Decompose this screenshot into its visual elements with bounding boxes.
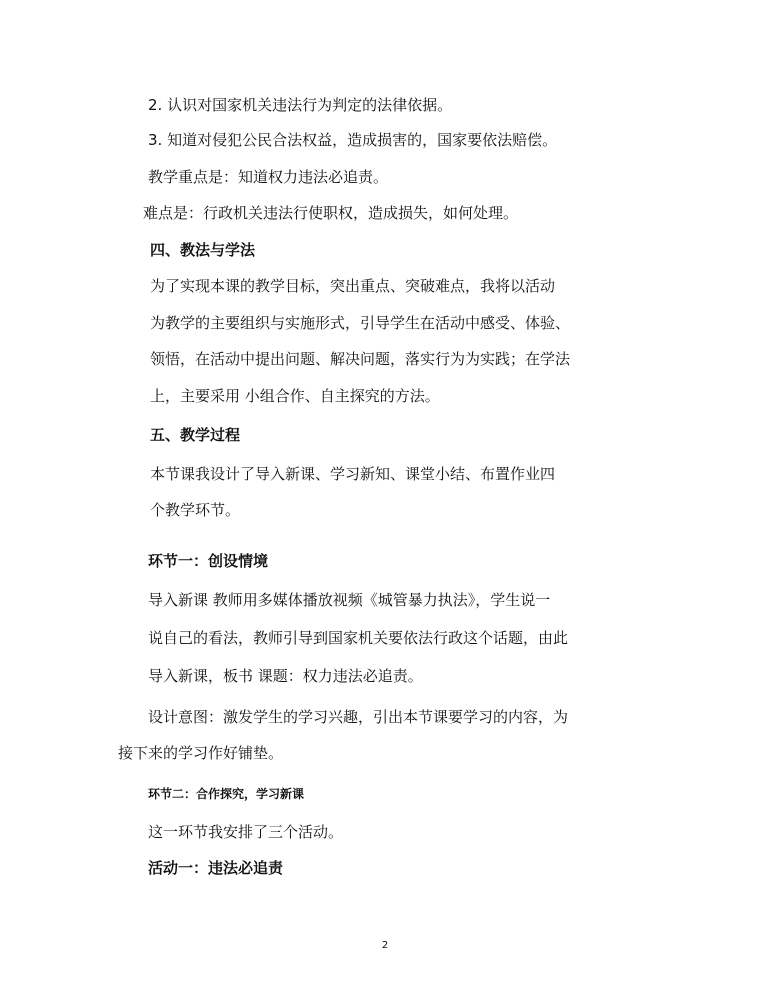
- page-number: 2: [381, 940, 389, 951]
- process-paragraph-line: 个教学环节。: [150, 501, 241, 519]
- teaching-focus: 教学重点是：知道权力违法必追责。: [148, 168, 389, 186]
- objective-2: 2. 认识对国家机关违法行为判定的法律依据。: [148, 96, 453, 114]
- methods-paragraph-line: 上，主要采用 小组合作、自主探究的方法。: [150, 387, 440, 405]
- step-two-intro: 这一环节我安排了三个活动。: [148, 823, 344, 841]
- design-intent-line: 设计意图：激发学生的学习兴趣，引出本节课要学习的内容，为: [148, 708, 569, 726]
- step-one-paragraph-line: 导入新课 教师用多媒体播放视频《城管暴力执法》，学生说一: [148, 591, 551, 609]
- methods-paragraph-line: 为了实现本课的教学目标，突出重点、突破难点，我将以活动: [150, 277, 556, 295]
- step-one-paragraph-line: 说自己的看法，教师引导到国家机关要依法行政这个话题，由此: [148, 629, 569, 647]
- step-one-paragraph-line: 导入新课，板书 课题：权力违法必追责。: [148, 667, 423, 685]
- design-intent-line: 接下来的学习作好铺垫。: [118, 744, 284, 762]
- step-one-heading: 环节一：创设情境: [148, 552, 269, 570]
- methods-paragraph-line: 为教学的主要组织与实施形式，引导学生在活动中感受、体验、: [150, 314, 571, 332]
- methods-paragraph-line: 领悟，在活动中提出问题、解决问题，落实行为为实践；在学法: [150, 350, 571, 368]
- section-heading-methods: 四、教法与学法: [150, 241, 256, 259]
- teaching-difficulty: 难点是：行政机关违法行使职权，造成损失，如何处理。: [143, 204, 519, 222]
- section-heading-process: 五、教学过程: [150, 426, 241, 444]
- activity-one-heading: 活动一：违法必追责: [148, 859, 284, 877]
- process-paragraph-line: 本节课我设计了导入新课、学习新知、课堂小结、布置作业四: [150, 465, 556, 483]
- step-two-heading: 环节二：合作探究，学习新课: [148, 787, 305, 801]
- objective-3: 3. 知道对侵犯公民合法权益，造成损害的，国家要依法赔偿。: [148, 131, 558, 149]
